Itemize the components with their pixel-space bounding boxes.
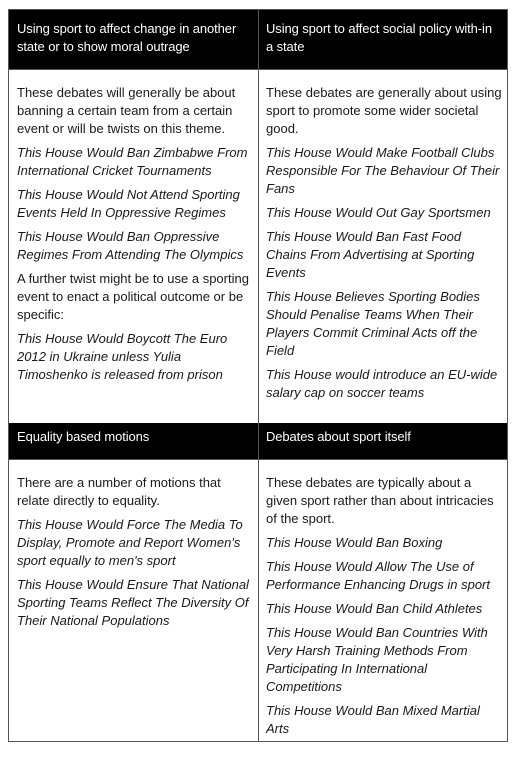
column-divider: [258, 10, 259, 741]
cell-sport-itself: [266, 474, 498, 744]
motion-text: This House Would Ban Fast Food Chains From Advertising at Sporting Events: [266, 229, 475, 280]
motion-text: This House Would Not Attend Sporting Events Held In Oppressive Regimes: [17, 187, 240, 220]
motion-text: This House Would Ban Child Athletes: [266, 601, 483, 616]
motion-text: This House Believes Sporting Bodies Should Penalise Teams When Their Players Commit Criminal Acts off the Field: [266, 289, 480, 358]
motion-text: This House Would Ban Mixed Martial Arts: [266, 703, 480, 736]
motion-text: This House Would Ensure That National Sporting Teams Reflect The Diversity Of Their National Populations: [17, 577, 249, 628]
motion-text: This House Would Out Gay Sportsmen: [266, 205, 491, 220]
motion-text: This House Would Force The Media To Display, Promote and Report Women's sport equally to men's sport: [17, 517, 243, 568]
cell-equality: [17, 474, 251, 636]
motion-text: This House Would Ban Countries With Very Harsh Training Methods From Participating In International Competitions: [266, 625, 488, 694]
motion-text: This House Would Make Football Clubs Responsible For The Behaviour Of Their Fans: [266, 145, 500, 196]
cell-intro: These debates are typically about a given sport rather than about intricacies of the sport.: [266, 475, 494, 526]
header-sport-itself: Debates about sport itself: [266, 429, 411, 444]
motion-text: This House Would Allow The Use of Performance Enhancing Drugs in sport: [266, 559, 491, 592]
cell-intro: These debates will generally be about banning a certain team from a certain event or will be twists on this theme.: [17, 85, 236, 136]
motion-text: This House Would Ban Zimbabwe From International Cricket Tournaments: [17, 145, 248, 178]
cell-moral-outrage: [17, 84, 251, 390]
cell-intro: There are a number of motions that relate directly to equality.: [17, 475, 221, 508]
motion-text: This House would introduce an EU-wide salary cap on soccer teams: [266, 367, 498, 400]
cell-intro: These debates are generally about using sport to promote some wider societal good.: [266, 85, 502, 136]
header-moral-outrage: Using sport to affect change in another state or to show moral outrage: [17, 21, 237, 54]
motions-table: [8, 9, 508, 742]
motion-text: This House Would Ban Oppressive Regimes From Attending The Olympics: [17, 229, 244, 262]
header-equality: Equality based motions: [17, 429, 150, 444]
motion-text: This House Would Ban Boxing: [266, 535, 443, 550]
cell-twist-intro: A further twist might be to use a sporting event to enact a political outcome or be specific:: [17, 271, 249, 322]
motion-text: This House Would Boycott The Euro 2012 in Ukraine unless Yulia Timoshenko is released from prison: [17, 331, 228, 382]
header-social-policy: Using sport to affect social policy with-in a state: [266, 21, 492, 54]
cell-social-policy: [266, 84, 503, 408]
